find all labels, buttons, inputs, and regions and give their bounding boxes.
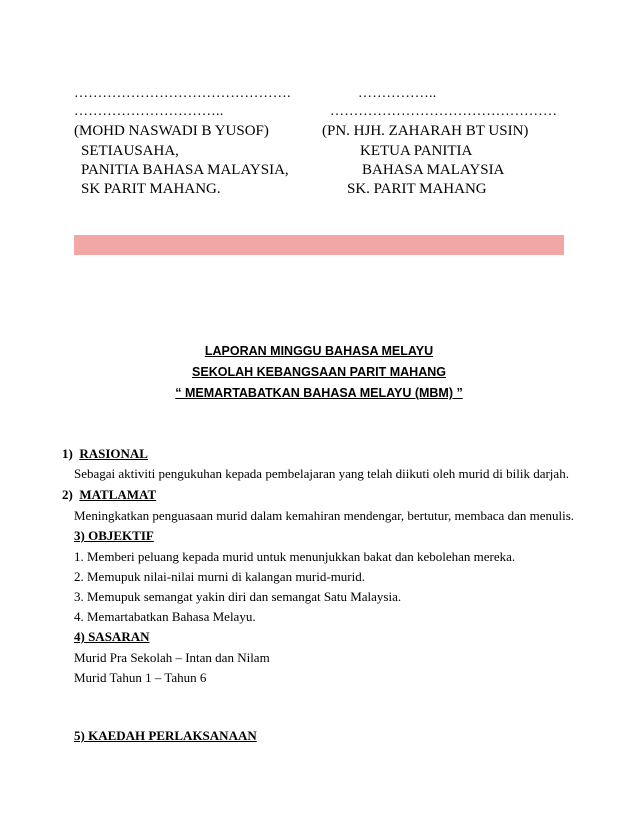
- left-signatory-role: SETIAUSAHA,: [81, 143, 179, 159]
- section-5-title: 5) KAEDAH PERLAKSANAAN: [74, 728, 257, 743]
- section-3-heading: [74, 528, 154, 544]
- section-2-text: Meningkatkan penguasaan murid dalam kemahiran mendengar, bertutur, membaca dan menulis.: [74, 508, 575, 523]
- section-separator-band: [74, 235, 564, 255]
- section-1-text: Sebagai aktiviti pengukuhan kepada pembelajaran yang telah diikuti oleh murid di bilik darjah.: [74, 466, 569, 481]
- report-theme: “ MEMARTABATKAN BAHASA MELAYU (MBM) ”: [175, 386, 463, 400]
- section-4-heading: [74, 629, 149, 645]
- section-4-title: 4) SASARAN: [74, 629, 150, 644]
- section-3-title: 3) OBJEKTIF: [74, 528, 154, 543]
- list-item: 4. Memartabatkan Bahasa Melayu.: [74, 609, 256, 624]
- section-2-number: 2): [62, 487, 73, 502]
- report-title: LAPORAN MINGGU BAHASA MELAYU: [204, 344, 434, 358]
- section-2-heading: [62, 487, 156, 503]
- section-1-number: 1): [62, 446, 73, 461]
- list-item: 2. Memupuk nilai-nilai murni di kalangan murid-murid.: [74, 569, 366, 584]
- left-signatory-school: SK PARIT MAHANG.: [81, 181, 221, 197]
- left-signature-line: ……………………………………….: [74, 86, 291, 101]
- left-signatory-name: (MOHD NASWADI B YUSOF): [74, 123, 269, 139]
- right-signatory-name: (PN. HJH. ZAHARAH BT USIN): [322, 123, 529, 139]
- section-2-title: MATLAMAT: [79, 487, 157, 502]
- left-signatory-panel: PANITIA BAHASA MALAYSIA,: [81, 162, 289, 178]
- list-item: 1. Memberi peluang kepada murid untuk menunjukkan bakat dan kebolehan mereka.: [74, 549, 516, 564]
- right-signatory-panel: BAHASA MALAYSIA: [362, 162, 505, 178]
- right-signatory-school: SK. PARIT MAHANG: [347, 181, 487, 197]
- right-signatory-role: KETUA PANITIA: [360, 143, 473, 159]
- section-1-title: RASIONAL: [79, 446, 148, 461]
- report-school: SEKOLAH KEBANGSAAN PARIT MAHANG: [192, 365, 446, 379]
- list-item: Murid Tahun 1 – Tahun 6: [74, 670, 207, 685]
- list-item: Murid Pra Sekolah – Intan dan Nilam: [74, 650, 270, 665]
- section-5-heading: [74, 728, 257, 744]
- right-signature-line: ……………..: [358, 86, 437, 101]
- left-date-line: …………………………..: [74, 104, 224, 119]
- list-item: 3. Memupuk semangat yakin diri dan semangat Satu Malaysia.: [74, 589, 402, 604]
- right-date-line: …………………………………………: [330, 104, 558, 119]
- section-1-heading: [62, 446, 148, 462]
